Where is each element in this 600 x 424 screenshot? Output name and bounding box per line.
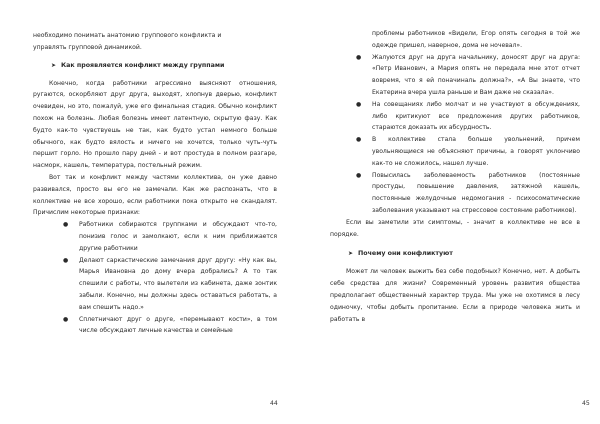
list-item-text: Повысилась заболеваемость работников (постоянные простуды, повышение давления, затяжной кашель, постоянные желудочные недомогания - психосоматические заболевания указывают на стрессовое состояние работников). (372, 171, 580, 214)
paragraph-3: Может ли человек выжить без себе подобных? Конечно, нет. А добыть себе средства для жизни? Современный уровень развития общества предполагает общественный характер труда. Мы уже не охотимся в лесу одиночку, чтобы добыть пропитание. Если в природе человека жить и работать в (330, 268, 580, 323)
bullet-icon: ● (356, 136, 362, 144)
intro-line-2: управлять групповой динамикой. (33, 43, 142, 51)
section-heading-why (330, 248, 580, 260)
bullet-icon: ● (63, 221, 69, 229)
bullet-icon: ● (356, 53, 362, 61)
list-item (33, 255, 277, 314)
section-heading-text: Почему они конфликтуют (358, 250, 453, 258)
list-item (33, 219, 277, 254)
list-item-text: На совещаниях либо молчат и не участвуют в обсуждениях, либо критикуют все предложения других работников, стараются доказать их абсурдность. (372, 100, 580, 132)
continued-text: проблемы работников «Видели, Егор опять сегодня в той же одежде пришел, наверное, дома не ночевал». (372, 30, 580, 49)
list-item (330, 52, 580, 99)
list-item-text: Делают саркастические замечания друг другу: «Ну как вы, Марья Ивановна до дому вчера добрались? А то так спешили с работы, что вылетели из кабинета, даже зонтик забыли. Конечно, мы должны здесь оставаться работать, а вам спешить надо.» (79, 256, 277, 311)
symptoms-list-left (33, 219, 277, 337)
page-number-left: 44 (270, 400, 278, 407)
symptoms-list-right (330, 52, 580, 217)
paragraph-2: Вот так и конфликт между частями коллектива, он уже давно развивался, просто вы его не замечали. Как же распознать, что в коллективе не все хорошо, если работники пока открыто не скандалят. Причислим некоторые признаки: (33, 173, 277, 217)
chevron-bullet-icon: ➤ (51, 61, 57, 69)
right-page (300, 0, 600, 424)
list-item-text: В коллективе стала больше увольнений, причем увольняющиеся не объясняют причины, а говорят уклончиво как-то не сложилось, нашел лучше. (372, 136, 580, 167)
intro-line-1: необходимо понимать анатомию группового конфликта и (33, 32, 222, 39)
list-item-text: Работники собираются группками и обсуждают что-то, понизив голос и замолкают, если к ним приближается другие работники (79, 221, 277, 252)
bullet-icon: ● (356, 100, 362, 108)
section-heading-text: Как проявляется конфликт между группами (61, 61, 225, 69)
list-item (330, 134, 580, 169)
list-item-text: Сплетничают друг о друге, «перемывают кости», в том числе обсуждают личные качества и семейные (79, 315, 277, 335)
list-item (330, 99, 580, 134)
chevron-bullet-icon: ➤ (348, 250, 354, 258)
left-text-column (33, 30, 277, 337)
section-heading-conflict (33, 60, 277, 72)
paragraph-1: Конечно, когда работники агрессивно выясняют отношения, ругаются, оскорбляют друг друга, выходят, хлопнув дверью, конфликт очевиден, но это, пожалуй, уже его финальная стадия. Обычно конфликт похож на болезнь. Любая болезнь имеет латентную, скрытую фазу. Как будто как-то чувствуешь не так, как будто устал немного больше обычного, как будто вялость и ничего не хочется, только чуть-чуть першит горло. Но прошло пару дней - и вот простуда в полном разгаре, насморк, кашель, температура, постельный режим. (33, 79, 277, 170)
list-item (330, 170, 580, 217)
bullet-icon: ● (63, 315, 69, 323)
paragraph-after-list: Если вы заметили эти симптомы, - значит в коллективе не все в порядке. (330, 218, 580, 238)
bullet-icon: ● (63, 256, 69, 264)
list-item-text: Жалуются друг на друга начальнику, доносят друг на друга: «Петр Иванович, а Мария опять не передала мне этот отчет вовремя, что я ей поначиналь должна?», «А Вы знаете, что Екатерина вчера ушла раньше и Вам даже не сказала». (372, 53, 580, 96)
right-text-column (330, 28, 580, 325)
page-number-right: 45 (582, 400, 590, 407)
bullet-icon: ● (356, 171, 362, 179)
list-item (33, 314, 277, 338)
